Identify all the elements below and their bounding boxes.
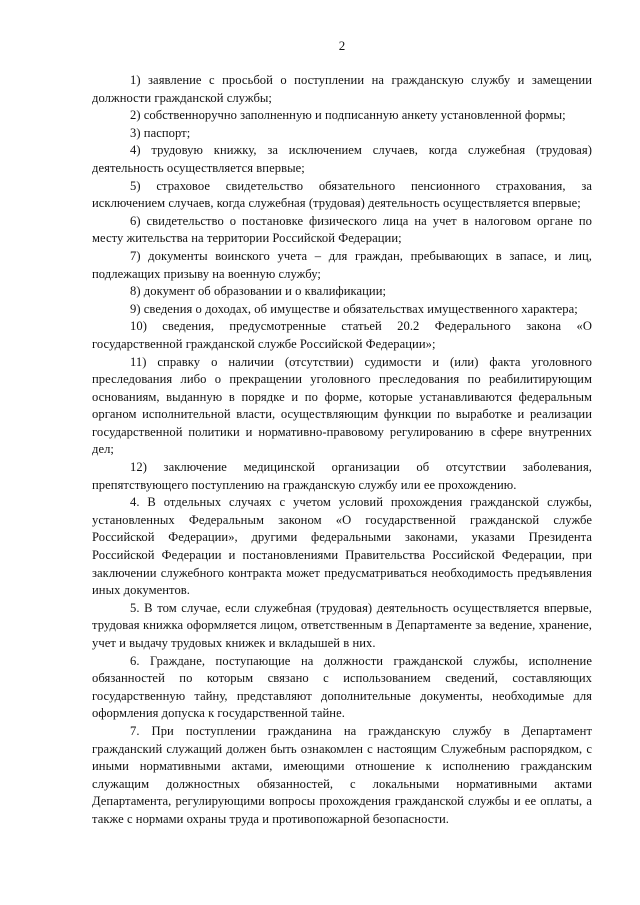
list-item-10: 10) сведения, предусмотренные статьей 20.2 Федерального закона «О государственной гражданской службе Российской Федерации»; [92,319,592,351]
list-item-9: 9) сведения о доходах, об имуществе и обязательствах имущественного характера; [130,301,578,316]
list-item-1: 1) заявление с просьбой о поступлении на гражданскую службу и замещении должности гражданской службы; [92,73,592,105]
page-number: 2 [338,38,346,53]
list-item-7: 7) документы воинского учета – для граждан, пребывающих в запасе, и лиц, подлежащих призыву на военную службу; [92,248,592,281]
clause-6: 6. Граждане, поступающие на должности гражданской службы, исполнение обязанностей по которым связано с использованием сведений, составляющих государственную тайну, представляют дополнительные документы, необходимые для оформления допуска к государственной тайне. [92,653,592,721]
list-item-12: 12) заключение медицинской организации об отсутствии заболевания, препятствующего поступлению на гражданскую службу или ее прохождению. [92,460,592,492]
clause-7: 7. При поступлении гражданина на гражданскую службу в Департамент гражданский служащий должен быть ознакомлен с настоящим Служебным распорядком, с иными нормативными актами, имеющими отношение к исполнению гражданским служащим должностных обязанностей, с локальными нормативными актами Департамента, регулирующими вопросы прохождения гражданской службы и ее оплаты, а также с нормами охраны труда и противопожарной безопасности. [92,723,592,826]
list-item-2: 2) собственноручно заполненную и подписанную анкету установленной формы; [130,108,566,123]
list-item-6: 6) свидетельство о постановке физического лица на учет в налоговом органе по месту жительства на территории Российской Федерации; [92,213,592,246]
clause-5: 5. В том случае, если служебная (трудовая) деятельность осуществляется впервые, трудовая книжка оформляется лицом, ответственным в Департаменте за ведение, хранение, учет и выдачу трудовых книжек и вкладышей в них. [92,600,592,650]
list-item-5: 5) страховое свидетельство обязательного пенсионного страхования, за исключением случаев, когда служебная (трудовая) деятельность осуществляется впервые; [92,178,592,211]
list-item-11: 11) справку о наличии (отсутствии) судимости и (или) факта уголовного преследования либо о прекращении уголовного преследования по реабилитирующим основаниям, выданную в порядке и по форме, которые устанавливаются федеральным органом исполнительной власти, осуществляющим функции по выработке и реализации государственной политики и нормативно-правовому регулированию в сфере внутренних дел; [92,354,592,457]
clause-4: 4. В отдельных случаях с учетом условий прохождения гражданской службы, установленных Федеральным законом «О государственной гражданской службе Российской Федерации», другими федеральными законами, указами Президента Российской Федерации и постановлениями Правительства Российской Федерации, при заключении служебного контракта может предусматриваться необходимость предъявления иных документов. [92,495,592,598]
list-item-3: 3) паспорт; [130,125,191,140]
list-item-8: 8) документ об образовании и о квалификации; [130,284,387,299]
list-item-4: 4) трудовую книжку, за исключением случаев, когда служебная (трудовая) деятельность осуществляется впервые; [92,143,592,175]
